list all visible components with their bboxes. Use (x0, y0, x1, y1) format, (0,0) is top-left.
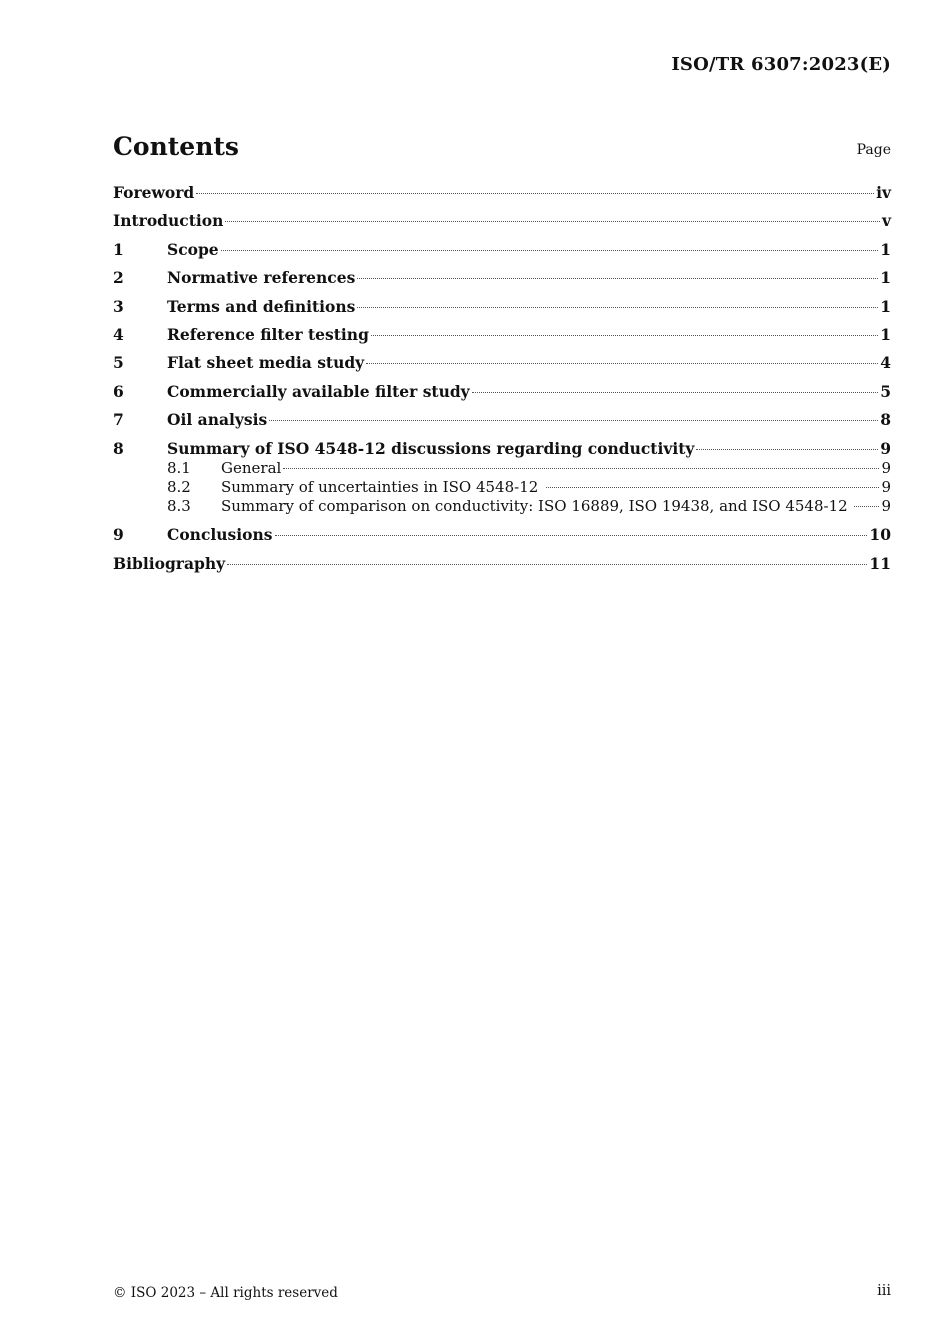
dot-leader (357, 278, 878, 279)
toc-entry-number: 8.3 (167, 496, 191, 515)
toc-entry-label: Summary of uncertainties in ISO 4548-12 (221, 477, 539, 496)
toc-entry-label: Scope (167, 239, 219, 259)
dot-leader (221, 250, 879, 251)
dot-leader (283, 468, 879, 469)
dot-leader (546, 487, 879, 488)
dot-leader (225, 221, 880, 222)
toc-entry-commercially-available-filter-study[interactable] (113, 382, 891, 410)
toc-entry-number: 2 (113, 268, 124, 288)
toc-entry-label: Normative references (167, 268, 356, 288)
toc-entry-foreword[interactable] (113, 183, 891, 211)
toc-entry-number: 8 (113, 438, 124, 458)
toc-entry-label: Foreword (113, 183, 195, 202)
toc-entry-number: 8.2 (167, 477, 191, 496)
toc-entry-page: 1 (880, 324, 891, 344)
toc-entry-page: 11 (869, 553, 891, 573)
toc-entry-number: 3 (113, 296, 124, 316)
toc-entry-label: General (221, 458, 282, 477)
toc-entry-page: 9 (881, 496, 891, 515)
toc-entry-reference-filter-testing[interactable] (113, 325, 891, 353)
page-column-label: Page (856, 142, 891, 158)
dot-leader (196, 193, 874, 194)
dot-leader (472, 392, 879, 393)
toc-entry-label: Commercially available filter study (167, 381, 470, 401)
toc-entry-page: 8 (880, 410, 891, 430)
toc-entry-page: iv (876, 183, 891, 202)
toc-entry-oil-analysis[interactable] (113, 410, 891, 438)
toc-entry-label: Bibliography (113, 553, 226, 573)
toc-entry-label: Introduction (113, 211, 224, 231)
dot-leader (269, 420, 878, 421)
toc-subentry-summary-of-comparison[interactable] (113, 497, 891, 526)
toc-entry-number: 6 (113, 381, 124, 401)
dot-leader (696, 449, 878, 450)
footer-page-number: iii (877, 1283, 891, 1299)
table-of-contents (113, 183, 891, 582)
toc-entry-label: Summary of comparison on conductivity: ISO 16889, ISO 19438, and ISO 4548-12 (221, 496, 848, 515)
toc-entry-page: 1 (880, 239, 891, 259)
toc-entry-summary-iso-4548-12[interactable] (113, 439, 891, 459)
dot-leader (275, 535, 868, 536)
toc-entry-label: Reference filter testing (167, 324, 369, 344)
toc-entry-conclusions[interactable] (113, 525, 891, 553)
contents-heading: Contents (113, 132, 240, 161)
document-id: ISO/TR 6307:2023(E) (671, 54, 891, 75)
toc-entry-number: 4 (113, 324, 124, 344)
toc-entry-page: 5 (880, 381, 891, 401)
toc-entry-scope[interactable] (113, 240, 891, 268)
dot-leader (366, 363, 878, 364)
dot-leader (854, 506, 880, 507)
toc-entry-label: Conclusions (167, 525, 273, 545)
toc-entry-terms-and-definitions[interactable] (113, 297, 891, 325)
toc-entry-page: 9 (881, 477, 891, 496)
toc-entry-number: 1 (113, 239, 124, 259)
toc-entry-label: Summary of ISO 4548-12 discussions regarding conductivity (167, 438, 695, 458)
toc-entry-label: Oil analysis (167, 410, 268, 430)
toc-entry-label: Terms and definitions (167, 296, 356, 316)
toc-entry-flat-sheet-media-study[interactable] (113, 353, 891, 381)
toc-entry-page: 9 (881, 458, 891, 477)
toc-entry-introduction[interactable] (113, 211, 891, 239)
toc-entry-bibliography[interactable] (113, 554, 891, 582)
toc-entry-normative-references[interactable] (113, 268, 891, 296)
toc-entry-page: 1 (880, 296, 891, 316)
toc-entry-page: 10 (869, 525, 891, 545)
toc-subentry-summary-of-uncertainties[interactable] (113, 478, 891, 497)
toc-entry-number: 5 (113, 353, 124, 373)
dot-leader (227, 564, 867, 565)
toc-entry-label: Flat sheet media study (167, 353, 365, 373)
dot-leader (357, 307, 878, 308)
toc-entry-page: 4 (880, 353, 891, 373)
toc-entry-page: 1 (880, 268, 891, 288)
toc-entry-page: 9 (880, 438, 891, 458)
footer-copyright: © ISO 2023 – All rights reserved (113, 1285, 338, 1301)
toc-entry-number: 9 (113, 525, 124, 545)
toc-entry-number: 7 (113, 410, 124, 430)
toc-entry-page: v (881, 211, 891, 231)
toc-subentry-general[interactable] (113, 459, 891, 478)
dot-leader (371, 335, 878, 336)
toc-entry-number: 8.1 (167, 458, 191, 477)
